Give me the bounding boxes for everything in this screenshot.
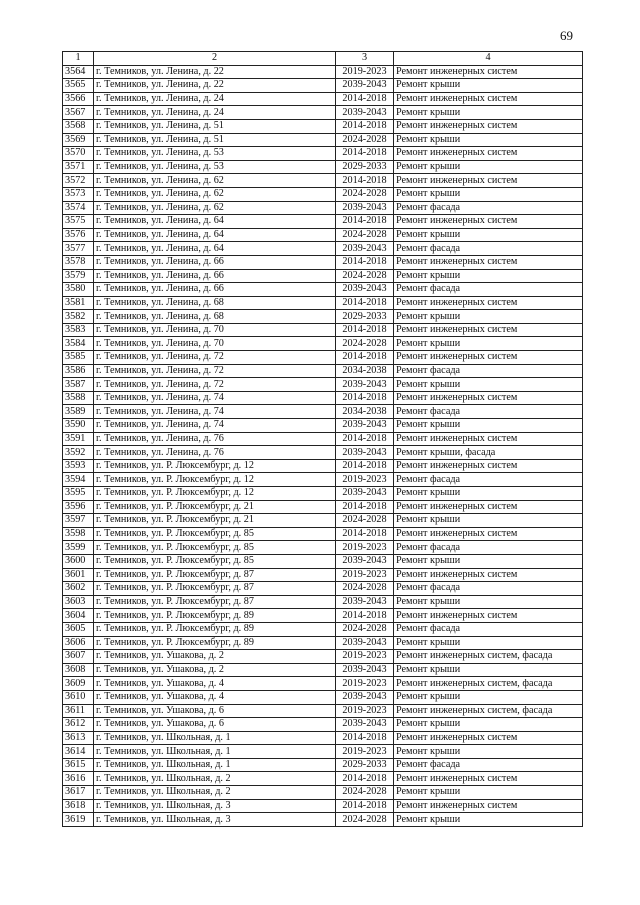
work-type-cell: Ремонт крыши — [394, 133, 583, 147]
period-cell: 2014-2018 — [336, 772, 394, 786]
address-cell: г. Темников, ул. Ленина, д. 66 — [94, 283, 336, 297]
table-row — [63, 106, 583, 120]
table-row — [63, 514, 583, 528]
row-number-cell: 3566 — [63, 92, 94, 106]
period-cell: 2019-2023 — [336, 745, 394, 759]
address-cell: г. Темников, ул. Ленина, д. 24 — [94, 92, 336, 106]
period-cell: 2014-2018 — [336, 255, 394, 269]
work-type-cell: Ремонт фасада — [394, 473, 583, 487]
row-number-cell: 3565 — [63, 79, 94, 93]
row-number-cell: 3607 — [63, 650, 94, 664]
period-cell: 2024-2028 — [336, 786, 394, 800]
table-row — [63, 622, 583, 636]
address-cell: г. Темников, ул. Ленина, д. 62 — [94, 174, 336, 188]
address-cell: г. Темников, ул. Ленина, д. 74 — [94, 419, 336, 433]
address-cell: г. Темников, ул. Р. Люксембург, д. 87 — [94, 568, 336, 582]
address-cell: г. Темников, ул. Ленина, д. 64 — [94, 228, 336, 242]
table-row — [63, 65, 583, 79]
header-cell-period: 3 — [336, 52, 394, 66]
period-cell: 2039-2043 — [336, 718, 394, 732]
address-cell: г. Темников, ул. Ленина, д. 66 — [94, 269, 336, 283]
address-cell: г. Темников, ул. Ленина, д. 22 — [94, 79, 336, 93]
address-cell: г. Темников, ул. Школьная, д. 3 — [94, 813, 336, 827]
period-cell: 2024-2028 — [336, 582, 394, 596]
work-type-cell: Ремонт инженерных систем — [394, 568, 583, 582]
address-cell: г. Темников, ул. Ленина, д. 68 — [94, 310, 336, 324]
period-cell: 2024-2028 — [336, 228, 394, 242]
row-number-cell: 3573 — [63, 187, 94, 201]
row-number-cell: 3593 — [63, 459, 94, 473]
work-type-cell: Ремонт инженерных систем — [394, 323, 583, 337]
period-cell: 2014-2018 — [336, 351, 394, 365]
address-cell: г. Темников, ул. Школьная, д. 2 — [94, 786, 336, 800]
period-cell: 2024-2028 — [336, 514, 394, 528]
page-number: 69 — [560, 28, 573, 43]
work-type-cell: Ремонт крыши — [394, 487, 583, 501]
address-cell: г. Темников, ул. Р. Люксембург, д. 12 — [94, 487, 336, 501]
period-cell: 2039-2043 — [336, 690, 394, 704]
table-row — [63, 119, 583, 133]
row-number-cell: 3590 — [63, 419, 94, 433]
address-cell: г. Темников, ул. Школьная, д. 1 — [94, 731, 336, 745]
address-cell: г. Темников, ул. Школьная, д. 1 — [94, 745, 336, 759]
address-cell: г. Темников, ул. Р. Люксембург, д. 12 — [94, 459, 336, 473]
row-number-cell: 3616 — [63, 772, 94, 786]
row-number-cell: 3579 — [63, 269, 94, 283]
row-number-cell: 3615 — [63, 758, 94, 772]
row-number-cell: 3609 — [63, 677, 94, 691]
work-type-cell: Ремонт инженерных систем — [394, 119, 583, 133]
row-number-cell: 3595 — [63, 487, 94, 501]
period-cell: 2014-2018 — [336, 174, 394, 188]
table-row — [63, 527, 583, 541]
work-type-cell: Ремонт инженерных систем, фасада — [394, 650, 583, 664]
period-cell: 2039-2043 — [336, 446, 394, 460]
period-cell: 2014-2018 — [336, 323, 394, 337]
address-cell: г. Темников, ул. Ушакова, д. 4 — [94, 677, 336, 691]
period-cell: 2039-2043 — [336, 378, 394, 392]
address-cell: г. Темников, ул. Ленина, д. 62 — [94, 201, 336, 215]
work-type-cell: Ремонт крыши — [394, 813, 583, 827]
work-type-cell: Ремонт крыши — [394, 310, 583, 324]
repair-schedule-table — [62, 51, 583, 827]
table-row — [63, 201, 583, 215]
period-cell: 2039-2043 — [336, 242, 394, 256]
row-number-cell: 3619 — [63, 813, 94, 827]
row-number-cell: 3598 — [63, 527, 94, 541]
table-row — [63, 215, 583, 229]
work-type-cell: Ремонт фасада — [394, 582, 583, 596]
work-type-cell: Ремонт инженерных систем — [394, 296, 583, 310]
work-type-cell: Ремонт крыши — [394, 160, 583, 174]
table-row — [63, 554, 583, 568]
work-type-cell: Ремонт инженерных систем — [394, 432, 583, 446]
table-row — [63, 228, 583, 242]
work-type-cell: Ремонт инженерных систем — [394, 351, 583, 365]
period-cell: 2019-2023 — [336, 65, 394, 79]
period-cell: 2024-2028 — [336, 813, 394, 827]
address-cell: г. Темников, ул. Ленина, д. 74 — [94, 391, 336, 405]
period-cell: 2029-2033 — [336, 758, 394, 772]
work-type-cell: Ремонт инженерных систем — [394, 174, 583, 188]
period-cell: 2024-2028 — [336, 622, 394, 636]
row-number-cell: 3581 — [63, 296, 94, 310]
period-cell: 2014-2018 — [336, 500, 394, 514]
table-row — [63, 405, 583, 419]
table-row — [63, 758, 583, 772]
row-number-cell: 3576 — [63, 228, 94, 242]
row-number-cell: 3612 — [63, 718, 94, 732]
work-type-cell: Ремонт крыши — [394, 690, 583, 704]
table-row — [63, 582, 583, 596]
period-cell: 2014-2018 — [336, 432, 394, 446]
work-type-cell: Ремонт инженерных систем, фасада — [394, 704, 583, 718]
address-cell: г. Темников, ул. Р. Люксембург, д. 89 — [94, 636, 336, 650]
header-row — [63, 52, 583, 66]
work-type-cell: Ремонт крыши — [394, 419, 583, 433]
row-number-cell: 3613 — [63, 731, 94, 745]
address-cell: г. Темников, ул. Ленина, д. 66 — [94, 255, 336, 269]
address-cell: г. Темников, ул. Ленина, д. 64 — [94, 215, 336, 229]
period-cell: 2024-2028 — [336, 187, 394, 201]
period-cell: 2019-2023 — [336, 704, 394, 718]
address-cell: г. Темников, ул. Ленина, д. 51 — [94, 133, 336, 147]
row-number-cell: 3618 — [63, 799, 94, 813]
row-number-cell: 3587 — [63, 378, 94, 392]
table-row — [63, 745, 583, 759]
address-cell: г. Темников, ул. Р. Люксембург, д. 85 — [94, 527, 336, 541]
period-cell: 2014-2018 — [336, 296, 394, 310]
address-cell: г. Темников, ул. Ушакова, д. 6 — [94, 718, 336, 732]
address-cell: г. Темников, ул. Ленина, д. 51 — [94, 119, 336, 133]
work-type-cell: Ремонт крыши — [394, 378, 583, 392]
row-number-cell: 3614 — [63, 745, 94, 759]
work-type-cell: Ремонт крыши — [394, 187, 583, 201]
work-type-cell: Ремонт крыши — [394, 514, 583, 528]
work-type-cell: Ремонт фасада — [394, 364, 583, 378]
work-type-cell: Ремонт крыши — [394, 106, 583, 120]
table-row — [63, 636, 583, 650]
row-number-cell: 3611 — [63, 704, 94, 718]
period-cell: 2014-2018 — [336, 459, 394, 473]
period-cell: 2024-2028 — [336, 269, 394, 283]
period-cell: 2014-2018 — [336, 527, 394, 541]
table-row — [63, 92, 583, 106]
header-cell-work-type: 4 — [394, 52, 583, 66]
table-row — [63, 296, 583, 310]
address-cell: г. Темников, ул. Ленина, д. 68 — [94, 296, 336, 310]
row-number-cell: 3571 — [63, 160, 94, 174]
row-number-cell: 3570 — [63, 147, 94, 161]
row-number-cell: 3574 — [63, 201, 94, 215]
table-row — [63, 269, 583, 283]
work-type-cell: Ремонт крыши — [394, 269, 583, 283]
table-row — [63, 242, 583, 256]
row-number-cell: 3568 — [63, 119, 94, 133]
period-cell: 2039-2043 — [336, 663, 394, 677]
period-cell: 2024-2028 — [336, 133, 394, 147]
work-type-cell: Ремонт инженерных систем — [394, 255, 583, 269]
row-number-cell: 3608 — [63, 663, 94, 677]
address-cell: г. Темников, ул. Ушакова, д. 2 — [94, 663, 336, 677]
address-cell: г. Темников, ул. Р. Люксембург, д. 85 — [94, 541, 336, 555]
address-cell: г. Темников, ул. Ленина, д. 53 — [94, 160, 336, 174]
table-row — [63, 568, 583, 582]
address-cell: г. Темников, ул. Ленина, д. 70 — [94, 337, 336, 351]
work-type-cell: Ремонт инженерных систем — [394, 459, 583, 473]
period-cell: 2014-2018 — [336, 147, 394, 161]
table-row — [63, 147, 583, 161]
table-row — [63, 255, 583, 269]
work-type-cell: Ремонт крыши — [394, 79, 583, 93]
row-number-cell: 3564 — [63, 65, 94, 79]
work-type-cell: Ремонт инженерных систем — [394, 609, 583, 623]
work-type-cell: Ремонт инженерных систем — [394, 215, 583, 229]
period-cell: 2039-2043 — [336, 487, 394, 501]
period-cell: 2039-2043 — [336, 79, 394, 93]
work-type-cell: Ремонт инженерных систем — [394, 799, 583, 813]
work-type-cell: Ремонт крыши — [394, 554, 583, 568]
work-type-cell: Ремонт крыши, фасада — [394, 446, 583, 460]
table-row — [63, 391, 583, 405]
table-row — [63, 432, 583, 446]
table-row — [63, 323, 583, 337]
table-row — [63, 133, 583, 147]
address-cell: г. Темников, ул. Ленина, д. 64 — [94, 242, 336, 256]
period-cell: 2014-2018 — [336, 799, 394, 813]
table-row — [63, 650, 583, 664]
address-cell: г. Темников, ул. Р. Люксембург, д. 21 — [94, 514, 336, 528]
table-row — [63, 813, 583, 827]
work-type-cell: Ремонт крыши — [394, 786, 583, 800]
row-number-cell: 3567 — [63, 106, 94, 120]
table-row — [63, 337, 583, 351]
work-type-cell: Ремонт фасада — [394, 541, 583, 555]
table-row — [63, 79, 583, 93]
table-row — [63, 690, 583, 704]
period-cell: 2029-2033 — [336, 160, 394, 174]
period-cell: 2014-2018 — [336, 215, 394, 229]
address-cell: г. Темников, ул. Ленина, д. 76 — [94, 446, 336, 460]
table-row — [63, 677, 583, 691]
table-row — [63, 378, 583, 392]
address-cell: г. Темников, ул. Р. Люксембург, д. 21 — [94, 500, 336, 514]
period-cell: 2019-2023 — [336, 650, 394, 664]
table-row — [63, 541, 583, 555]
address-cell: г. Темников, ул. Ленина, д. 74 — [94, 405, 336, 419]
period-cell: 2039-2043 — [336, 106, 394, 120]
address-cell: г. Темников, ул. Ленина, д. 72 — [94, 351, 336, 365]
period-cell: 2039-2043 — [336, 419, 394, 433]
row-number-cell: 3592 — [63, 446, 94, 460]
address-cell: г. Темников, ул. Ленина, д. 62 — [94, 187, 336, 201]
row-number-cell: 3588 — [63, 391, 94, 405]
row-number-cell: 3572 — [63, 174, 94, 188]
address-cell: г. Темников, ул. Р. Люксембург, д. 85 — [94, 554, 336, 568]
work-type-cell: Ремонт инженерных систем — [394, 92, 583, 106]
work-type-cell: Ремонт крыши — [394, 718, 583, 732]
work-type-cell: Ремонт фасада — [394, 758, 583, 772]
work-type-cell: Ремонт фасада — [394, 622, 583, 636]
table-row — [63, 160, 583, 174]
address-cell: г. Темников, ул. Ушакова, д. 2 — [94, 650, 336, 664]
work-type-cell: Ремонт инженерных систем, фасада — [394, 677, 583, 691]
table-row — [63, 419, 583, 433]
row-number-cell: 3617 — [63, 786, 94, 800]
table-row — [63, 595, 583, 609]
header-cell-number: 1 — [63, 52, 94, 66]
row-number-cell: 3606 — [63, 636, 94, 650]
row-number-cell: 3578 — [63, 255, 94, 269]
table-body — [63, 52, 583, 827]
work-type-cell: Ремонт фасада — [394, 283, 583, 297]
table-row — [63, 473, 583, 487]
address-cell: г. Темников, ул. Ленина, д. 53 — [94, 147, 336, 161]
table-row — [63, 772, 583, 786]
period-cell: 2019-2023 — [336, 541, 394, 555]
table-row — [63, 310, 583, 324]
table-row — [63, 187, 583, 201]
work-type-cell: Ремонт крыши — [394, 745, 583, 759]
period-cell: 2034-2038 — [336, 364, 394, 378]
row-number-cell: 3575 — [63, 215, 94, 229]
work-type-cell: Ремонт фасада — [394, 405, 583, 419]
table-row — [63, 704, 583, 718]
table-row — [63, 174, 583, 188]
row-number-cell: 3583 — [63, 323, 94, 337]
row-number-cell: 3599 — [63, 541, 94, 555]
row-number-cell: 3596 — [63, 500, 94, 514]
address-cell: г. Темников, ул. Ленина, д. 70 — [94, 323, 336, 337]
work-type-cell: Ремонт инженерных систем — [394, 731, 583, 745]
row-number-cell: 3603 — [63, 595, 94, 609]
work-type-cell: Ремонт инженерных систем — [394, 65, 583, 79]
table-row — [63, 283, 583, 297]
work-type-cell: Ремонт фасада — [394, 242, 583, 256]
address-cell: г. Темников, ул. Р. Люксембург, д. 87 — [94, 582, 336, 596]
row-number-cell: 3591 — [63, 432, 94, 446]
row-number-cell: 3597 — [63, 514, 94, 528]
address-cell: г. Темников, ул. Школьная, д. 3 — [94, 799, 336, 813]
work-type-cell: Ремонт инженерных систем — [394, 772, 583, 786]
work-type-cell: Ремонт крыши — [394, 595, 583, 609]
address-cell: г. Темников, ул. Школьная, д. 2 — [94, 772, 336, 786]
table-row — [63, 718, 583, 732]
address-cell: г. Темников, ул. Р. Люксембург, д. 87 — [94, 595, 336, 609]
address-cell: г. Темников, ул. Ленина, д. 76 — [94, 432, 336, 446]
row-number-cell: 3605 — [63, 622, 94, 636]
address-cell: г. Темников, ул. Ленина, д. 72 — [94, 378, 336, 392]
header-cell-address: 2 — [94, 52, 336, 66]
address-cell: г. Темников, ул. Ленина, д. 22 — [94, 65, 336, 79]
period-cell: 2019-2023 — [336, 473, 394, 487]
row-number-cell: 3569 — [63, 133, 94, 147]
table-row — [63, 364, 583, 378]
row-number-cell: 3602 — [63, 582, 94, 596]
period-cell: 2029-2033 — [336, 310, 394, 324]
period-cell: 2014-2018 — [336, 119, 394, 133]
row-number-cell: 3584 — [63, 337, 94, 351]
table-row — [63, 446, 583, 460]
row-number-cell: 3594 — [63, 473, 94, 487]
period-cell: 2039-2043 — [336, 595, 394, 609]
row-number-cell: 3585 — [63, 351, 94, 365]
work-type-cell: Ремонт крыши — [394, 636, 583, 650]
address-cell: г. Темников, ул. Р. Люксембург, д. 89 — [94, 609, 336, 623]
row-number-cell: 3601 — [63, 568, 94, 582]
table-row — [63, 799, 583, 813]
period-cell: 2019-2023 — [336, 677, 394, 691]
address-cell: г. Темников, ул. Ленина, д. 24 — [94, 106, 336, 120]
table-row — [63, 487, 583, 501]
period-cell: 2039-2043 — [336, 201, 394, 215]
row-number-cell: 3589 — [63, 405, 94, 419]
period-cell: 2034-2038 — [336, 405, 394, 419]
row-number-cell: 3580 — [63, 283, 94, 297]
address-cell: г. Темников, ул. Ленина, д. 72 — [94, 364, 336, 378]
work-type-cell: Ремонт фасада — [394, 201, 583, 215]
table-row — [63, 609, 583, 623]
work-type-cell: Ремонт инженерных систем — [394, 527, 583, 541]
address-cell: г. Темников, ул. Ушакова, д. 4 — [94, 690, 336, 704]
row-number-cell: 3577 — [63, 242, 94, 256]
row-number-cell: 3582 — [63, 310, 94, 324]
table-row — [63, 459, 583, 473]
table-row — [63, 786, 583, 800]
work-type-cell: Ремонт инженерных систем — [394, 500, 583, 514]
period-cell: 2039-2043 — [336, 554, 394, 568]
row-number-cell: 3586 — [63, 364, 94, 378]
table-row — [63, 351, 583, 365]
row-number-cell: 3610 — [63, 690, 94, 704]
period-cell: 2014-2018 — [336, 609, 394, 623]
table-row — [63, 663, 583, 677]
period-cell: 2039-2043 — [336, 636, 394, 650]
period-cell: 2019-2023 — [336, 568, 394, 582]
table-row — [63, 731, 583, 745]
address-cell: г. Темников, ул. Школьная, д. 1 — [94, 758, 336, 772]
row-number-cell: 3604 — [63, 609, 94, 623]
period-cell: 2039-2043 — [336, 283, 394, 297]
address-cell: г. Темников, ул. Ушакова, д. 6 — [94, 704, 336, 718]
work-type-cell: Ремонт инженерных систем — [394, 391, 583, 405]
address-cell: г. Темников, ул. Р. Люксембург, д. 12 — [94, 473, 336, 487]
period-cell: 2024-2028 — [336, 337, 394, 351]
work-type-cell: Ремонт крыши — [394, 337, 583, 351]
work-type-cell: Ремонт крыши — [394, 663, 583, 677]
table-row — [63, 500, 583, 514]
work-type-cell: Ремонт инженерных систем — [394, 147, 583, 161]
row-number-cell: 3600 — [63, 554, 94, 568]
period-cell: 2014-2018 — [336, 731, 394, 745]
address-cell: г. Темников, ул. Р. Люксембург, д. 89 — [94, 622, 336, 636]
period-cell: 2014-2018 — [336, 92, 394, 106]
period-cell: 2014-2018 — [336, 391, 394, 405]
work-type-cell: Ремонт крыши — [394, 228, 583, 242]
